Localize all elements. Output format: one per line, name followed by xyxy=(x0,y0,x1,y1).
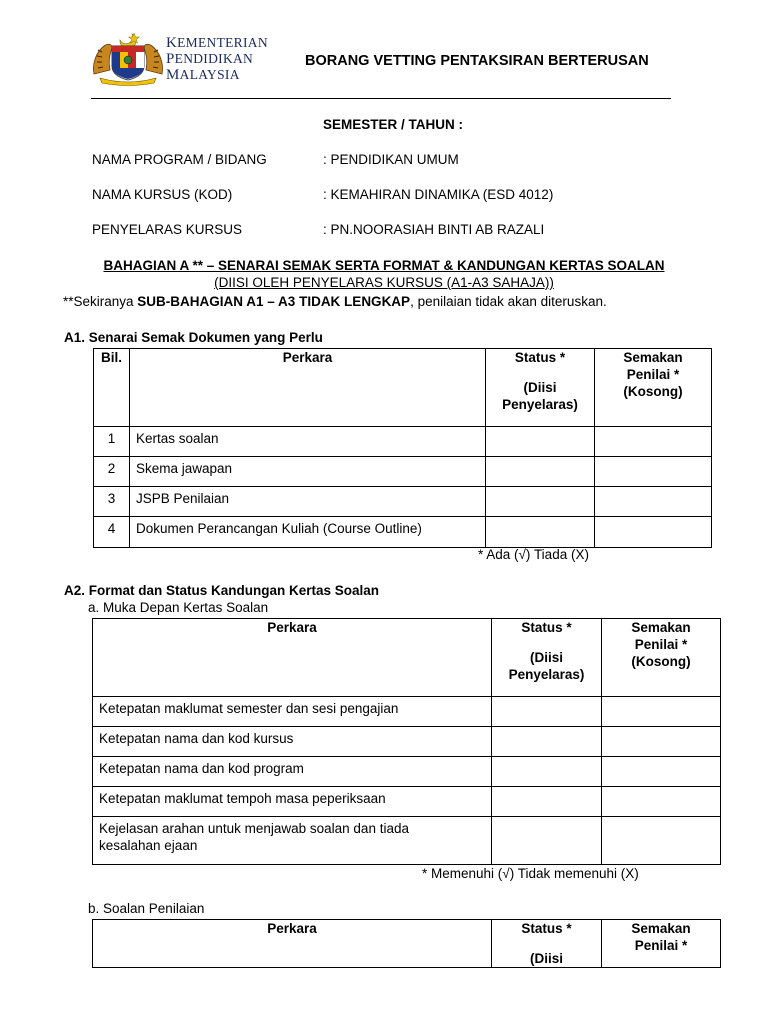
status-cell[interactable] xyxy=(492,757,602,787)
status-cell[interactable] xyxy=(492,697,602,727)
section-a-subtitle: (DIISI OLEH PENYELARAS KURSUS (A1-A3 SAHAJA)) xyxy=(214,275,554,290)
header-semakan: Semakan Penilai * (Kosong) xyxy=(602,619,721,697)
a2-subsection-b: b. Soalan Penilaian xyxy=(88,901,205,916)
semakan-cell[interactable] xyxy=(602,697,721,727)
table-header-row xyxy=(93,619,721,697)
header-perkara: Perkara xyxy=(93,920,492,968)
status-cell[interactable] xyxy=(492,817,602,865)
table-row: Kejelasan arahan untuk menjawab soalan dan tiada kesalahan ejaan xyxy=(93,817,721,865)
table-header-row xyxy=(94,349,712,427)
status-cell[interactable] xyxy=(492,727,602,757)
ministry-coat-of-arms-icon xyxy=(90,30,166,86)
semakan-cell[interactable] xyxy=(595,487,712,517)
program-value: : PENDIDIKAN UMUM xyxy=(323,152,459,167)
a2-title: A2. Format dan Status Kandungan Kertas Soalan xyxy=(64,583,380,598)
table-row: Ketepatan nama dan kod program xyxy=(93,757,721,787)
semakan-cell[interactable] xyxy=(595,457,712,487)
a2-subsection-a: a. Muka Depan Kertas Soalan xyxy=(88,600,269,615)
table-row: 4 Dokumen Perancangan Kuliah (Course Outline) xyxy=(94,517,712,548)
status-cell[interactable] xyxy=(486,427,595,457)
incomplete-note: **Sekiranya SUB-BAHAGIAN A1 – A3 TIDAK LENGKAP, penilaian tidak akan diteruskan. xyxy=(63,294,607,309)
table-row: 2 Skema jawapan xyxy=(94,457,712,487)
header-status: Status * (Diisi xyxy=(492,920,602,968)
coordinator-label: PENYELARAS KURSUS xyxy=(92,222,243,237)
a1-legend: * Ada (√) Tiada (X) xyxy=(478,547,589,562)
header-semakan: Semakan Penilai * xyxy=(602,920,721,968)
a2-front-page-table xyxy=(92,618,721,865)
a2-legend: * Memenuhi (√) Tidak memenuhi (X) xyxy=(422,866,639,881)
status-cell[interactable] xyxy=(486,487,595,517)
header-status: Status * (Diisi Penyelaras) xyxy=(492,619,602,697)
a2-assessment-questions-table xyxy=(92,919,721,968)
table-header-row xyxy=(93,920,721,968)
document-title: BORANG VETTING PENTAKSIRAN BERTERUSAN xyxy=(305,53,649,69)
semakan-cell[interactable] xyxy=(595,427,712,457)
header-perkara: Perkara xyxy=(130,349,486,427)
semakan-cell[interactable] xyxy=(602,787,721,817)
course-label: NAMA KURSUS (KOD) xyxy=(92,187,233,202)
status-cell[interactable] xyxy=(492,787,602,817)
coordinator-value: : PN.NOORASIAH BINTI AB RAZALI xyxy=(323,222,545,237)
semakan-cell[interactable] xyxy=(595,517,712,548)
table-row: Ketepatan maklumat semester dan sesi pengajian xyxy=(93,697,721,727)
header-perkara: Perkara xyxy=(93,619,492,697)
table-row: 1 Kertas soalan xyxy=(94,427,712,457)
a1-checklist-table xyxy=(93,348,712,548)
semakan-cell[interactable] xyxy=(602,817,721,865)
ministry-line-1: KEMENTERIAN xyxy=(166,35,268,51)
semakan-cell[interactable] xyxy=(602,727,721,757)
table-row: 3 JSPB Penilaian xyxy=(94,487,712,517)
program-label: NAMA PROGRAM / BIDANG xyxy=(92,152,267,167)
header-divider xyxy=(91,98,671,99)
ministry-line-3: MALAYSIA xyxy=(166,67,240,83)
header-semakan: Semakan Penilai * (Kosong) xyxy=(595,349,712,427)
table-row: Ketepatan maklumat tempoh masa peperiksaan xyxy=(93,787,721,817)
a1-title: A1. Senarai Semak Dokumen yang Perlu xyxy=(64,330,323,345)
header-bil: Bil. xyxy=(94,349,130,427)
status-cell[interactable] xyxy=(486,517,595,548)
semakan-cell[interactable] xyxy=(602,757,721,787)
table-row: Ketepatan nama dan kod kursus xyxy=(93,727,721,757)
header-status: Status * (Diisi Penyelaras) xyxy=(486,349,595,427)
semester-label: SEMESTER / TAHUN : xyxy=(323,117,464,132)
course-value: : KEMAHIRAN DINAMIKA (ESD 4012) xyxy=(323,187,554,202)
status-cell[interactable] xyxy=(486,457,595,487)
ministry-wordmark xyxy=(166,35,268,83)
ministry-line-2: PENDIDIKAN xyxy=(166,51,254,67)
section-a-title: BAHAGIAN A ** – SENARAI SEMAK SERTA FORMAT & KANDUNGAN KERTAS SOALAN xyxy=(103,258,665,273)
